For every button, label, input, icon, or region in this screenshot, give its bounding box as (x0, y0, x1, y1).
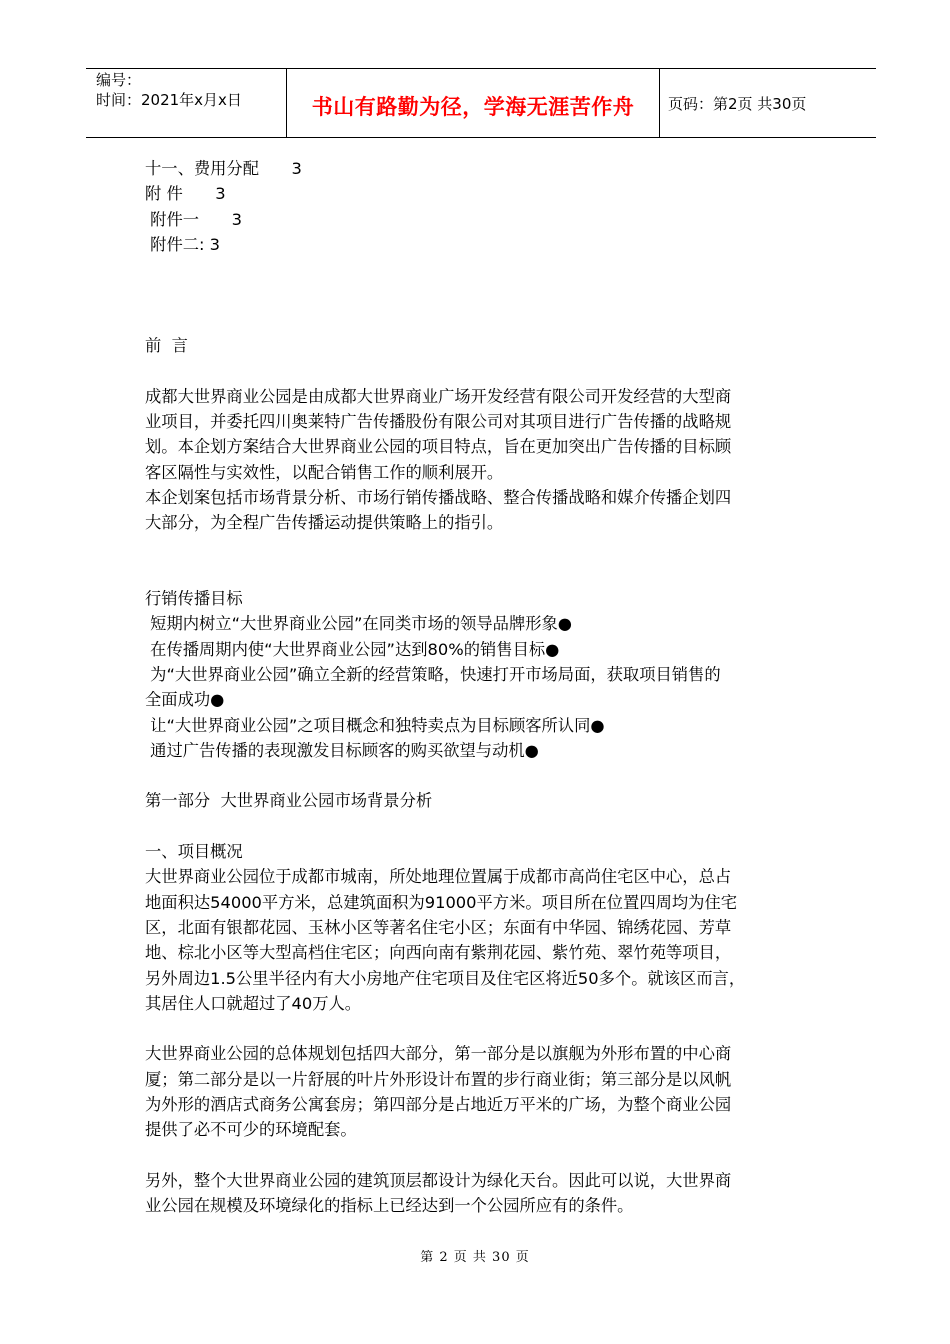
paragraph-line: 另外，整个大世界商业公园的建筑顶层都设计为绿化天台。因此可以说，大世界商 (145, 1170, 732, 1190)
paragraph-line: 客区隔性与实效性，以配合销售工作的顺利展开。 (145, 462, 504, 482)
paragraph-line: 其居住人口就超过了40万人。 (145, 993, 362, 1013)
page-footer: 第 2 页 共 30 页 (420, 1250, 530, 1265)
page-label: 页码：第2页 共30页 (668, 95, 807, 113)
paragraph-line: 业公园在规模及环境绿化的指标上已经达到一个公园所应有的条件。 (145, 1196, 634, 1216)
goal-line: 通过广告传播的表现激发目标顾客的购买欲望与动机● (145, 740, 539, 760)
paragraph-line: 地、棕北小区等大型高档住宅区；向西向南有紫荆花园、紫竹苑、翠竹苑等项目， (145, 943, 732, 963)
paragraph-line: 大部分，为全程广告传播运动提供策略上的指引。 (145, 513, 504, 533)
goal-line: 全面成功● (145, 690, 225, 710)
paragraph-line: 大世界商业公园位于成都市城南，所处地理位置属于成都市高尚住宅区中心，总占 (145, 867, 732, 887)
number-label: 编号： (96, 71, 142, 89)
goal-line: 让“大世界商业公园”之项目概念和独特卖点为目标顾客所认同● (145, 715, 605, 735)
goals-heading: 行销传播目标 (145, 589, 243, 609)
section-heading: 一、项目概况 (145, 842, 243, 862)
paragraph-line: 成都大世界商业公园是由成都大世界商业广场开发经营有限公司开发经营的大型商 (145, 386, 732, 406)
paragraph-line: 本企划案包括市场背景分析、市场行销传播战略、整合传播战略和媒介传播企划四 (145, 487, 732, 507)
time-label: 时间：2021年x月x日 (96, 91, 242, 109)
paragraph-line: 另外周边1.5公里半径内有大小房地产住宅项目及住宅区将近50多个。就该区而言， (145, 968, 746, 988)
paragraph-line: 区，北面有银都花园、玉林小区等著名住宅小区；东面有中华园、锦绣花园、芳草 (145, 917, 732, 937)
toc-line: 附件二: 3 (145, 234, 221, 254)
document-header (86, 68, 876, 138)
goal-line: 为“大世界商业公园”确立全新的经营策略，快速打开市场局面，获取项目销售的 (145, 664, 721, 684)
paragraph-line: 提供了必不可少的环境配套。 (145, 1120, 357, 1140)
paragraph-line: 地面积达54000平方米，总建筑面积为91000平方米。项目所在位置四周均为住宅 (145, 892, 738, 912)
paragraph-line: 为外形的酒店式商务公寓套房；第四部分是占地近万平米的广场，为整个商业公园 (145, 1094, 732, 1114)
document-body (145, 156, 810, 1218)
paragraph-line: 业项目，并委托四川奥莱特广告传播股份有限公司对其项目进行广告传播的战略规 (145, 411, 732, 431)
goal-line: 在传播周期内使“大世界商业公园”达到80%的销售目标● (145, 639, 560, 659)
paragraph-line: 厦；第二部分是以一片舒展的叶片外形设计布置的步行商业街；第三部分是以风帆 (145, 1069, 732, 1089)
motto: 书山有路勤为径，学海无涯苦作舟 (311, 95, 635, 119)
goal-line: 短期内树立“大世界商业公园”在同类市场的领导品牌形象● (145, 614, 573, 634)
preface-heading: 前 言 (145, 336, 188, 356)
toc-line: 十一、费用分配 3 (145, 159, 302, 178)
part1-heading: 第一部分 大世界商业公园市场背景分析 (145, 791, 433, 811)
toc-line: 附件一 3 (145, 209, 242, 229)
paragraph-line: 划。本企划方案结合大世界商业公园的项目特点，旨在更加突出广告传播的目标顾 (145, 437, 732, 457)
paragraph-line: 大世界商业公园的总体规划包括四大部分，第一部分是以旗舰为外形布置的中心商 (145, 1044, 732, 1064)
header-meta-cell (86, 69, 287, 137)
header-motto-cell (287, 69, 660, 137)
header-page-cell (660, 69, 876, 137)
toc-line: 附 件 3 (145, 184, 226, 204)
